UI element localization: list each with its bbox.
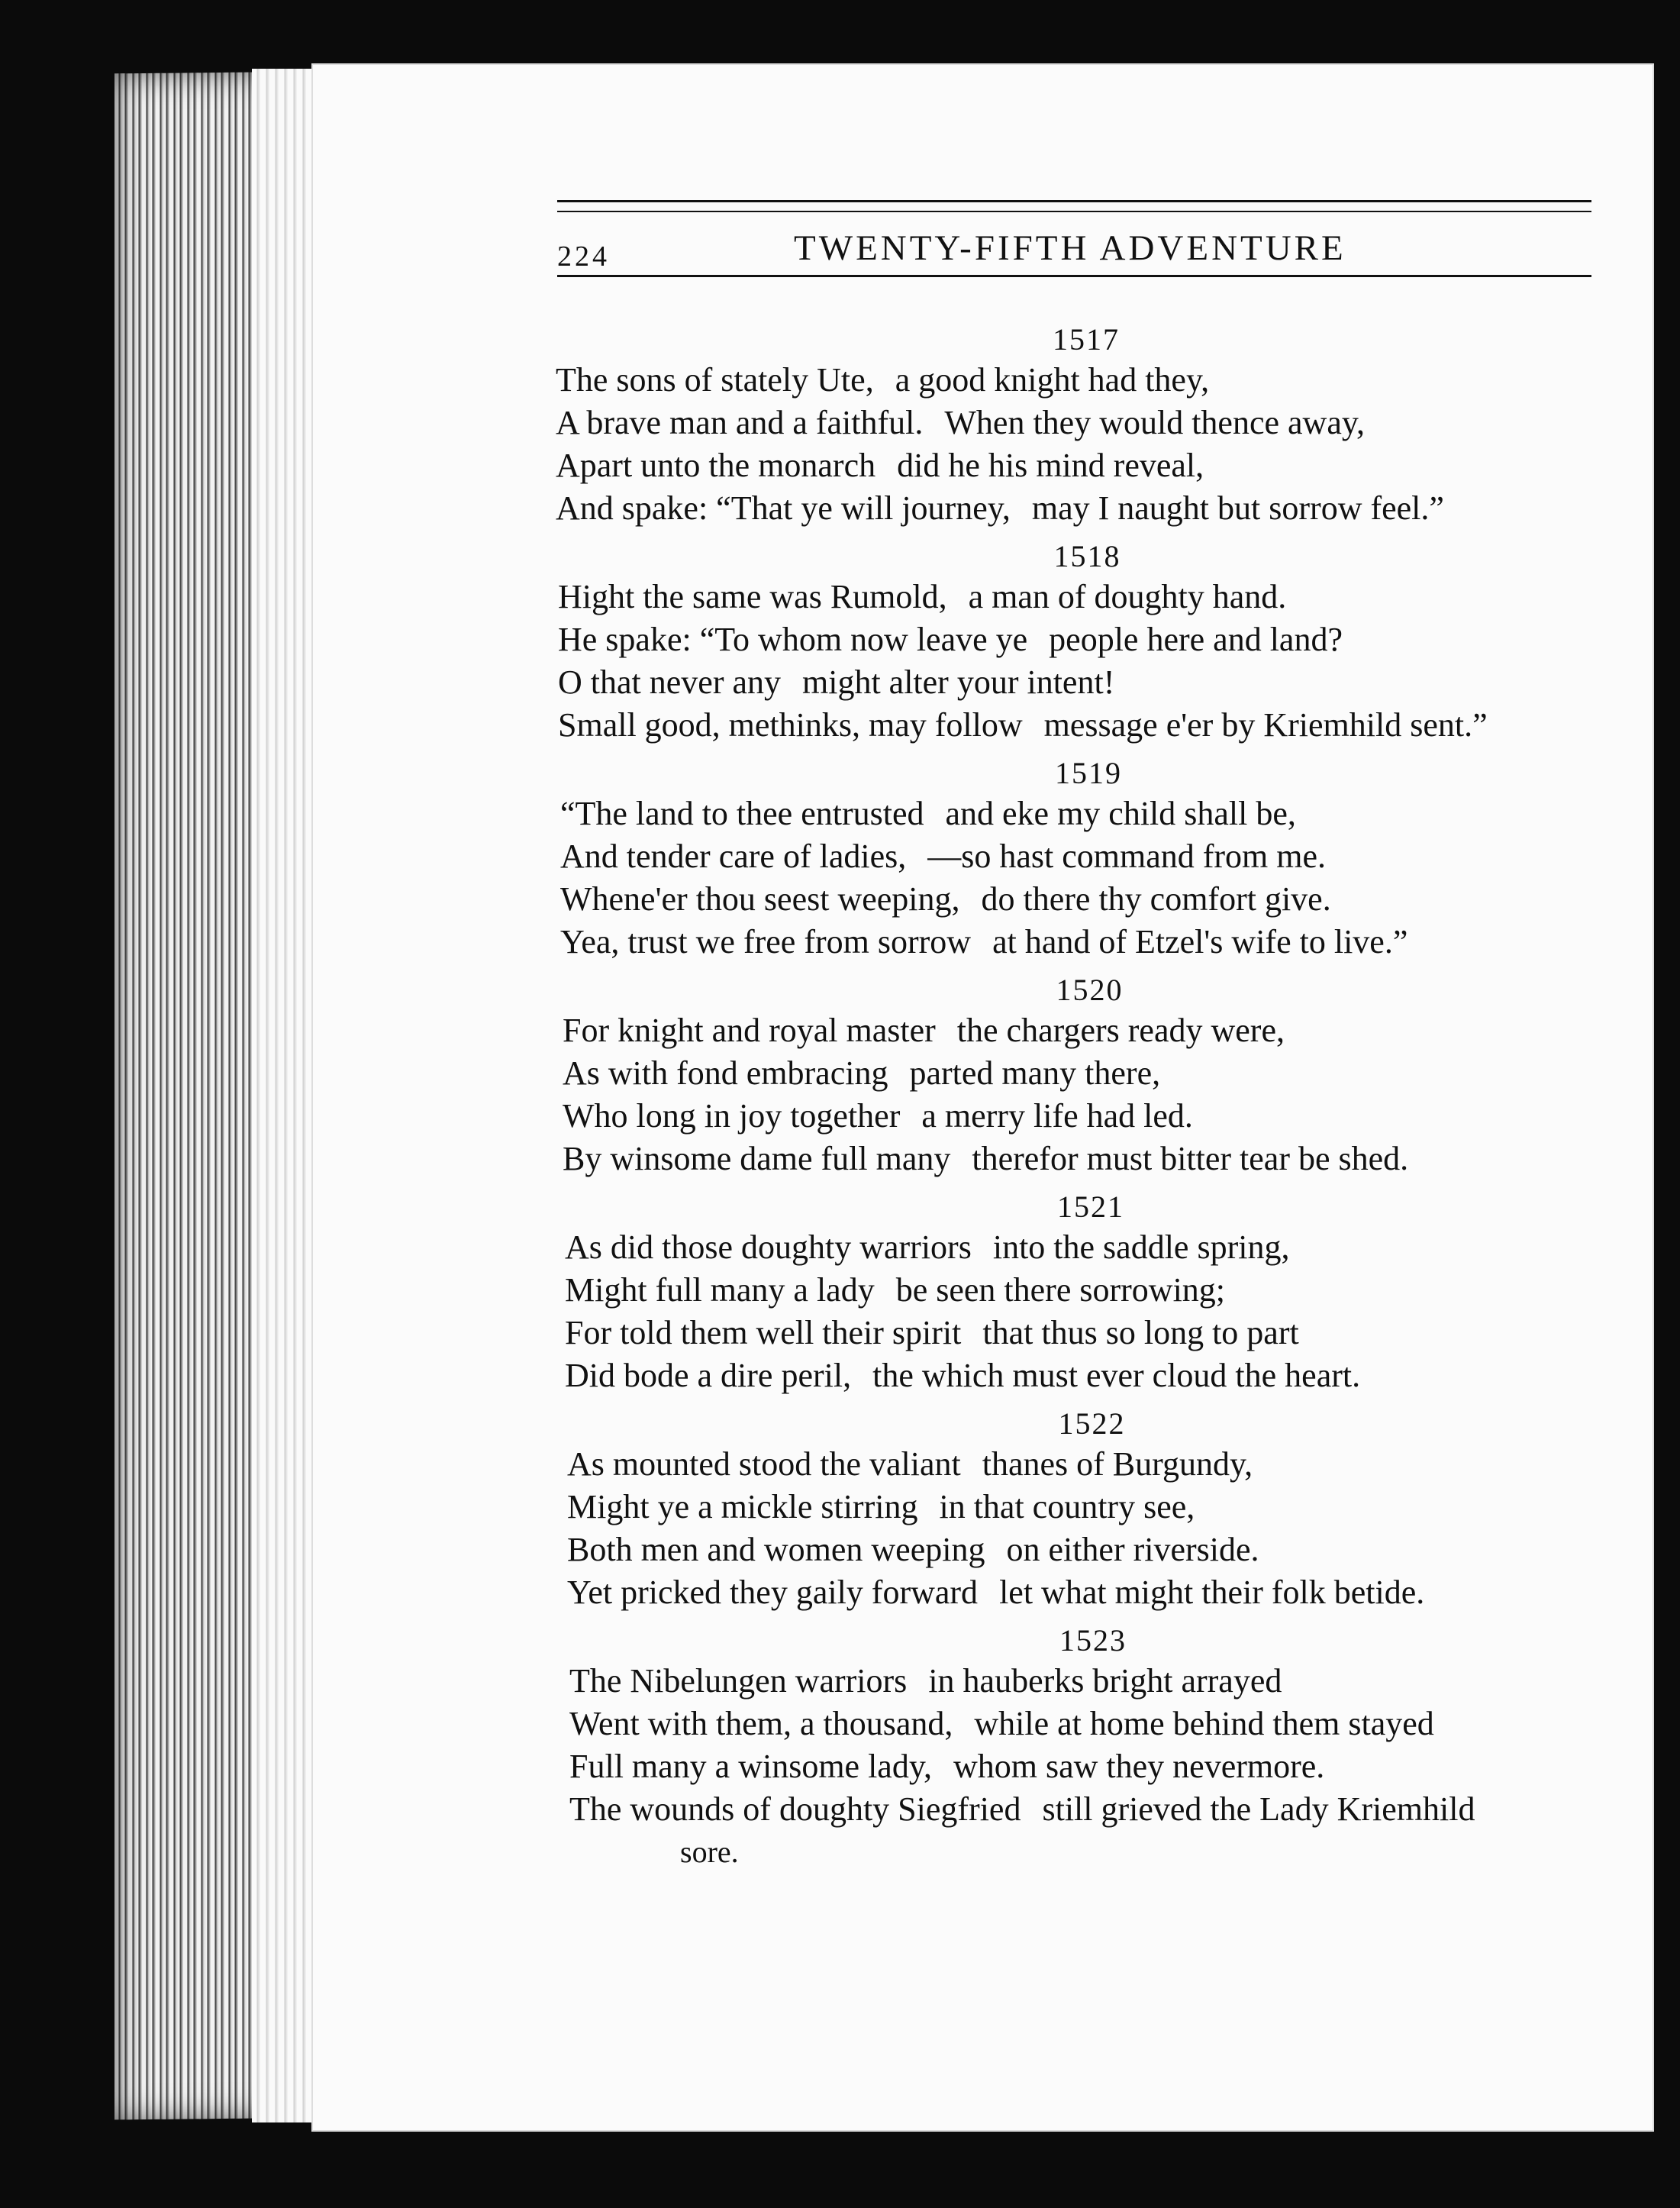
second-half-line: may I naught but sorrow feel.”	[1031, 489, 1444, 527]
first-half-line: By winsome dame full many	[563, 1140, 951, 1177]
verse-line	[560, 792, 1617, 835]
second-half-line: a good knight had they,	[895, 361, 1210, 399]
first-half-line: The Nibelungen warriors	[569, 1662, 908, 1700]
stanza-number: 1519	[1055, 756, 1122, 790]
verse-line	[556, 487, 1617, 530]
stanza	[556, 321, 1617, 537]
verse-line	[569, 1745, 1617, 1788]
second-half-line: in that country see,	[939, 1488, 1195, 1525]
first-half-line: The sons of stately Ute,	[556, 361, 874, 399]
second-half-line: while at home behind them stayed	[974, 1705, 1434, 1742]
verse-line	[556, 402, 1617, 444]
first-half-line: Might ye a mickle stirring	[567, 1488, 918, 1525]
verse-line	[558, 704, 1617, 747]
second-half-line: parted many there,	[909, 1054, 1161, 1092]
verse-line	[569, 1660, 1617, 1703]
first-half-line: Small good, methinks, may follow	[558, 706, 1023, 744]
verse-line	[567, 1443, 1617, 1486]
page-number: 224	[557, 240, 610, 273]
second-half-line: a merry life had led.	[921, 1097, 1193, 1135]
verse-line	[556, 444, 1617, 487]
verse-line	[563, 1009, 1617, 1052]
first-half-line: And spake: “That ye will journey,	[556, 489, 1011, 527]
verse-line	[556, 359, 1617, 402]
first-half-line: A brave man and a faithful.	[556, 404, 924, 441]
verse-line	[565, 1354, 1617, 1397]
verse-line	[567, 1528, 1617, 1571]
stanza	[563, 971, 1617, 1188]
second-half-line: into the saddle spring,	[992, 1228, 1290, 1266]
first-half-line: Did bode a dire peril,	[565, 1357, 852, 1394]
second-half-line: might alter your intent!	[802, 663, 1115, 701]
first-half-line: And tender care of ladies,	[560, 838, 907, 875]
second-half-line: that thus so long to part	[982, 1314, 1299, 1351]
verse-line	[565, 1312, 1617, 1354]
verse-line	[569, 1788, 1617, 1831]
second-half-line: whom saw they nevermore.	[953, 1748, 1325, 1785]
first-half-line: Hight the same was Rumold,	[558, 578, 947, 615]
header-rule-bottom	[557, 275, 1591, 277]
first-half-line: The wounds of doughty Siegfried	[569, 1790, 1021, 1828]
chapter-title: TWENTY-FIFTH ADVENTURE	[794, 228, 1346, 268]
second-half-line: thanes of Burgundy,	[982, 1445, 1253, 1483]
carryover-word: sore.	[680, 1835, 739, 1869]
verse-line	[565, 1269, 1617, 1312]
stanza-number: 1518	[1053, 539, 1121, 573]
second-half-line: on either riverside.	[1006, 1531, 1259, 1568]
stanza	[569, 1622, 1617, 1869]
verse-line	[558, 661, 1617, 704]
stanza-number: 1520	[1056, 973, 1124, 1007]
second-half-line: a man of doughty hand.	[968, 578, 1287, 615]
verse-line	[558, 618, 1617, 661]
verse-line	[563, 1052, 1617, 1095]
verse-line	[567, 1571, 1617, 1614]
verse-line	[563, 1095, 1617, 1138]
first-half-line: Both men and women weeping	[567, 1531, 985, 1568]
first-half-line: Apart unto the monarch	[556, 447, 876, 484]
second-half-line: still grieved the Lady Kriemhild	[1042, 1790, 1475, 1828]
verse-line	[563, 1138, 1617, 1180]
second-half-line: When they would thence away,	[944, 404, 1365, 441]
first-half-line: Whene'er thou seest weeping,	[560, 880, 960, 918]
first-half-line: “The land to thee entrusted	[560, 795, 924, 832]
verse-line	[565, 1226, 1617, 1269]
header-rule-top-thin	[557, 211, 1591, 212]
first-half-line: Yea, trust we free from sorrow	[560, 923, 972, 960]
verse-line	[569, 1703, 1617, 1745]
second-half-line: at hand of Etzel's wife to live.”	[992, 923, 1408, 960]
stanza	[560, 754, 1617, 971]
second-half-line: the which must ever cloud the heart.	[872, 1357, 1361, 1394]
second-half-line: did he his mind reveal,	[897, 447, 1204, 484]
stanza-number: 1521	[1057, 1190, 1124, 1224]
first-half-line: He spake: “To whom now leave ye	[558, 621, 1028, 658]
stanza-number: 1523	[1059, 1623, 1127, 1658]
second-half-line: be seen there sorrowing;	[895, 1271, 1226, 1309]
first-half-line: Might full many a lady	[565, 1271, 875, 1309]
second-half-line: do there thy comfort give.	[981, 880, 1331, 918]
second-half-line: people here and land?	[1049, 621, 1343, 658]
verse-line	[560, 921, 1617, 964]
first-half-line: O that never any	[558, 663, 781, 701]
first-half-line: Full many a winsome lady,	[569, 1748, 932, 1785]
stanza	[558, 537, 1617, 754]
second-half-line: the chargers ready were,	[956, 1012, 1285, 1049]
first-half-line: As did those doughty warriors	[565, 1228, 972, 1266]
first-half-line: Yet pricked they gaily forward	[567, 1574, 979, 1611]
header-rule-top	[557, 200, 1591, 202]
first-half-line: As mounted stood the valiant	[567, 1445, 961, 1483]
verse-line	[567, 1486, 1617, 1528]
first-half-line: Went with them, a thousand,	[569, 1705, 953, 1742]
second-half-line: —so hast command from me.	[927, 838, 1327, 875]
first-half-line: For told them well their spirit	[565, 1314, 962, 1351]
verse-line	[560, 835, 1617, 878]
stanza-number: 1517	[1053, 322, 1120, 357]
stanza-number: 1522	[1058, 1406, 1126, 1441]
second-half-line: let what might their folk betide.	[999, 1574, 1425, 1611]
first-half-line: As with fond embracing	[563, 1054, 888, 1092]
poem-body	[556, 321, 1617, 1869]
second-half-line: therefor must bitter tear be shed.	[972, 1140, 1409, 1177]
first-half-line: For knight and royal master	[563, 1012, 936, 1049]
second-half-line: in hauberks bright arrayed	[928, 1662, 1282, 1700]
verse-line	[560, 878, 1617, 921]
verse-line	[558, 576, 1617, 618]
second-half-line: and eke my child shall be,	[945, 795, 1296, 832]
stanza	[565, 1188, 1617, 1405]
second-half-line: message e'er by Kriemhild sent.”	[1043, 706, 1488, 744]
stanza	[567, 1405, 1617, 1622]
first-half-line: Who long in joy together	[563, 1097, 901, 1135]
running-head	[557, 200, 1591, 299]
